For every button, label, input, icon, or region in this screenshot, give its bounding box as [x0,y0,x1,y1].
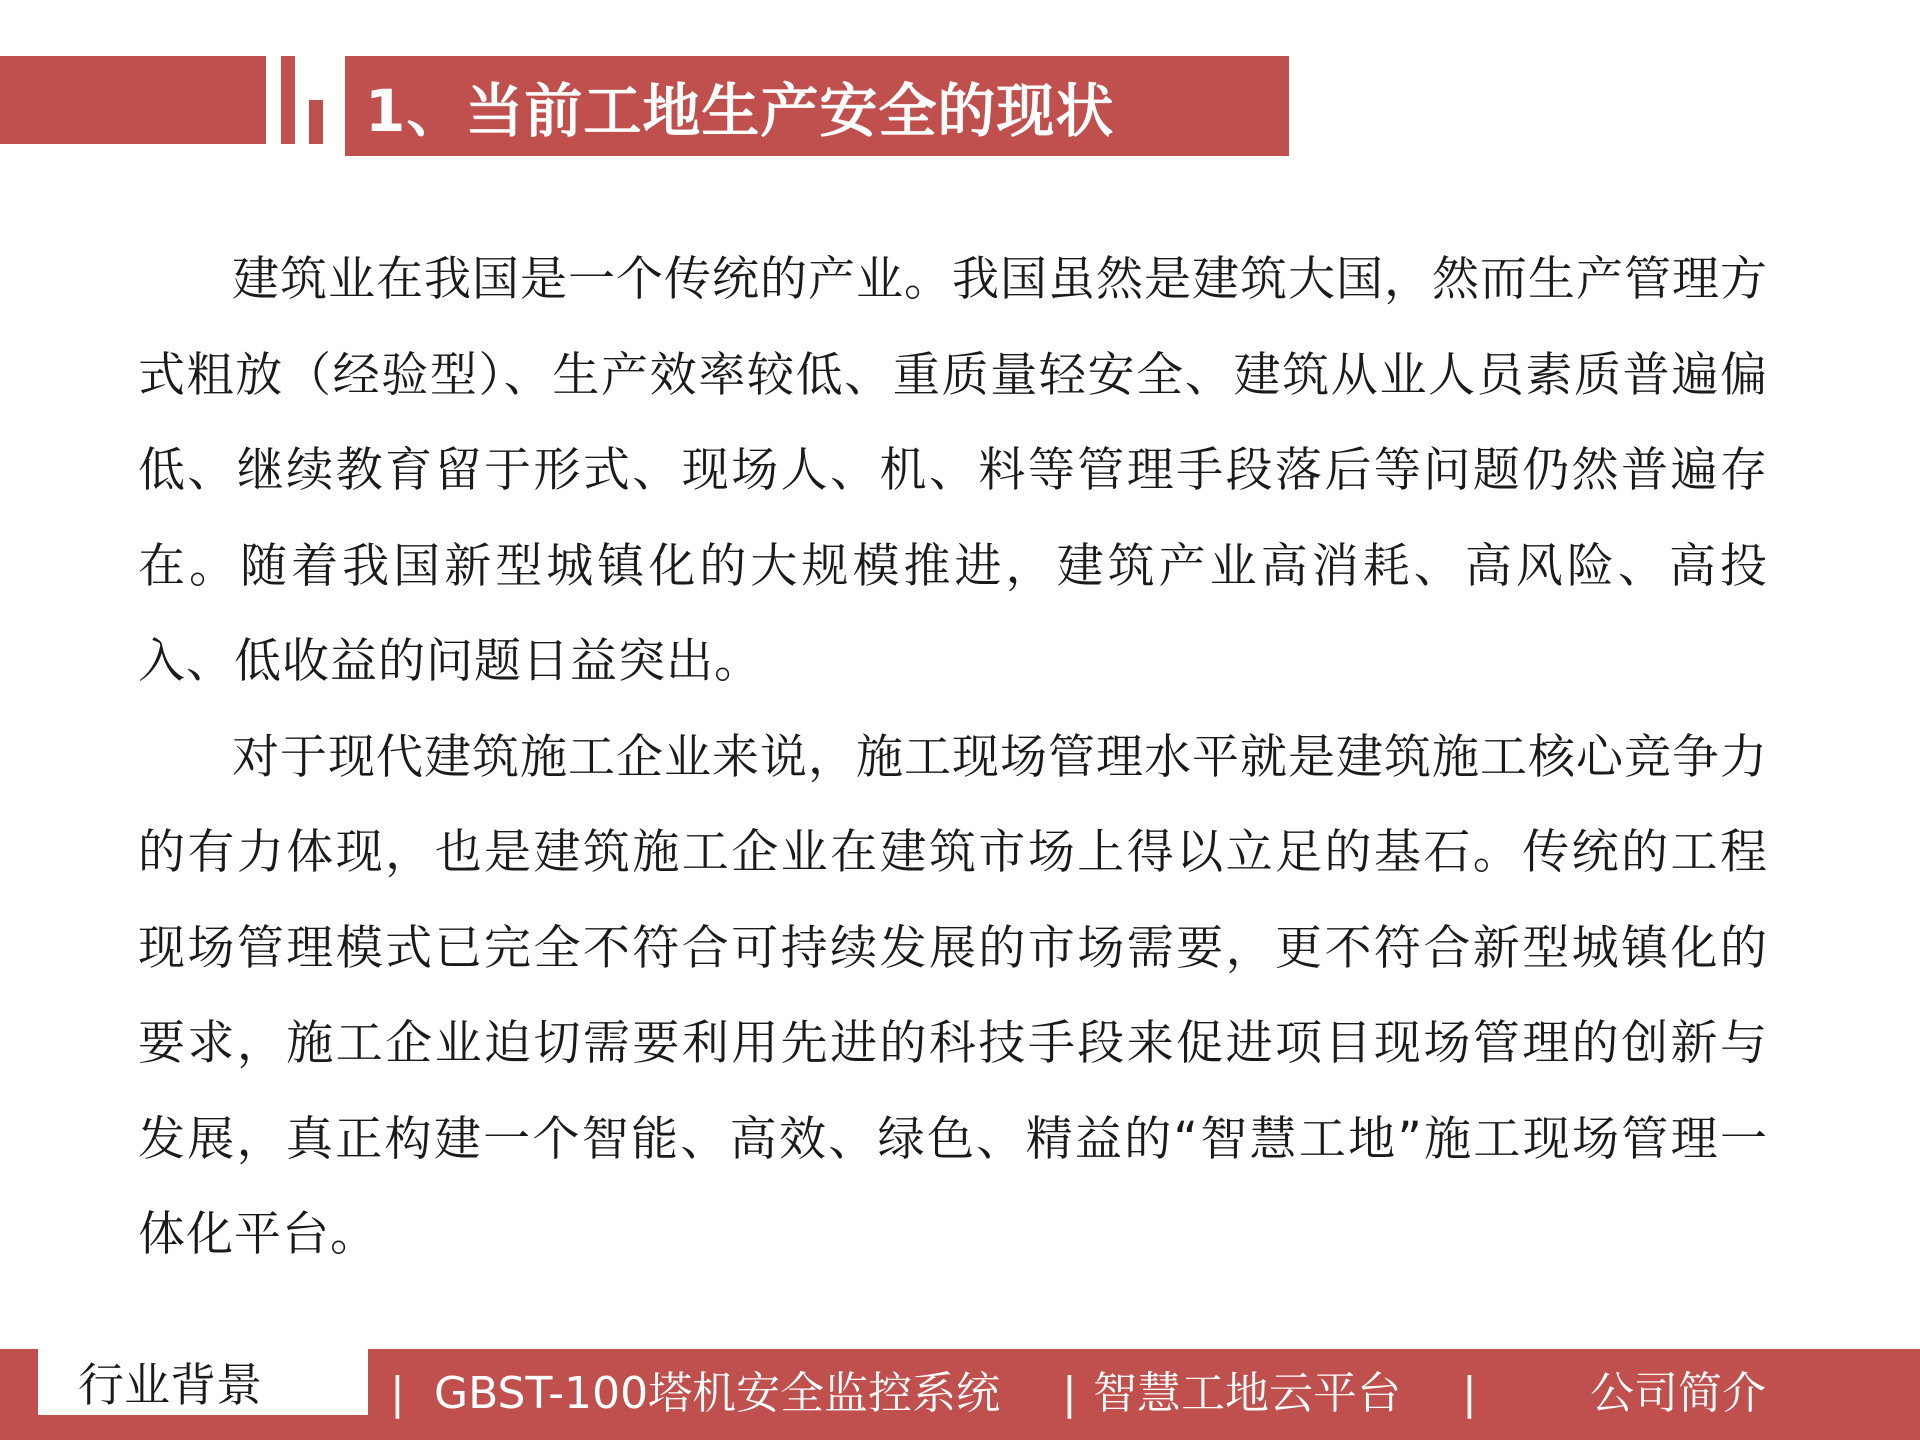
header-stripe [281,56,295,144]
header-bar-left [0,56,266,144]
footer-separator: | [1462,1368,1477,1419]
content-area [138,232,1768,1283]
header-title-box [345,56,1289,156]
paragraph-2: 对于现代建筑施工企业来说，施工现场管理水平就是建筑施工核心竞争力的有力体现，也是建筑施工企业在建筑市场上得以立足的基石。传统的工程现场管理模式已完全不符合可持续发展的市场需要，更不符合新型城镇化的要求，施工企业迫切需要利用先进的科技手段来促进项目现场管理的创新与发展，真正构建一个智能、高效、绿色、精益的“智慧工地”施工现场管理一体化平台。 [138,729,1768,1262]
footer-separator: | [390,1368,405,1419]
header-stripe-short [309,100,323,144]
page-title: 1、当前工地生产安全的现状 [365,77,1115,145]
footer-tab-label: 行业背景 [78,1358,262,1412]
footer-tab-company-profile[interactable]: 公司简介 [1590,1368,1766,1419]
footer-separator: | [1062,1368,1077,1419]
footer-tab-tower-crane-system[interactable]: GBST-100塔机安全监控系统 [434,1368,1001,1419]
footer-tab-smart-site-platform[interactable]: 智慧工地云平台 [1093,1368,1401,1419]
paragraph-1: 建筑业在我国是一个传统的产业。我国虽然是建筑大国，然而生产管理方式粗放（经验型）、生产效率较低、重质量轻安全、建筑从业人员素质普遍偏低、继续教育留于形式、现场人、机、料等管理手段落后等问题仍然普遍存在。随着我国新型城镇化的大规模推进，建筑产业高消耗、高风险、高投入、低收益的问题日益突出。 [138,252,1768,689]
footer-tab-industry-background[interactable] [38,1349,368,1415]
